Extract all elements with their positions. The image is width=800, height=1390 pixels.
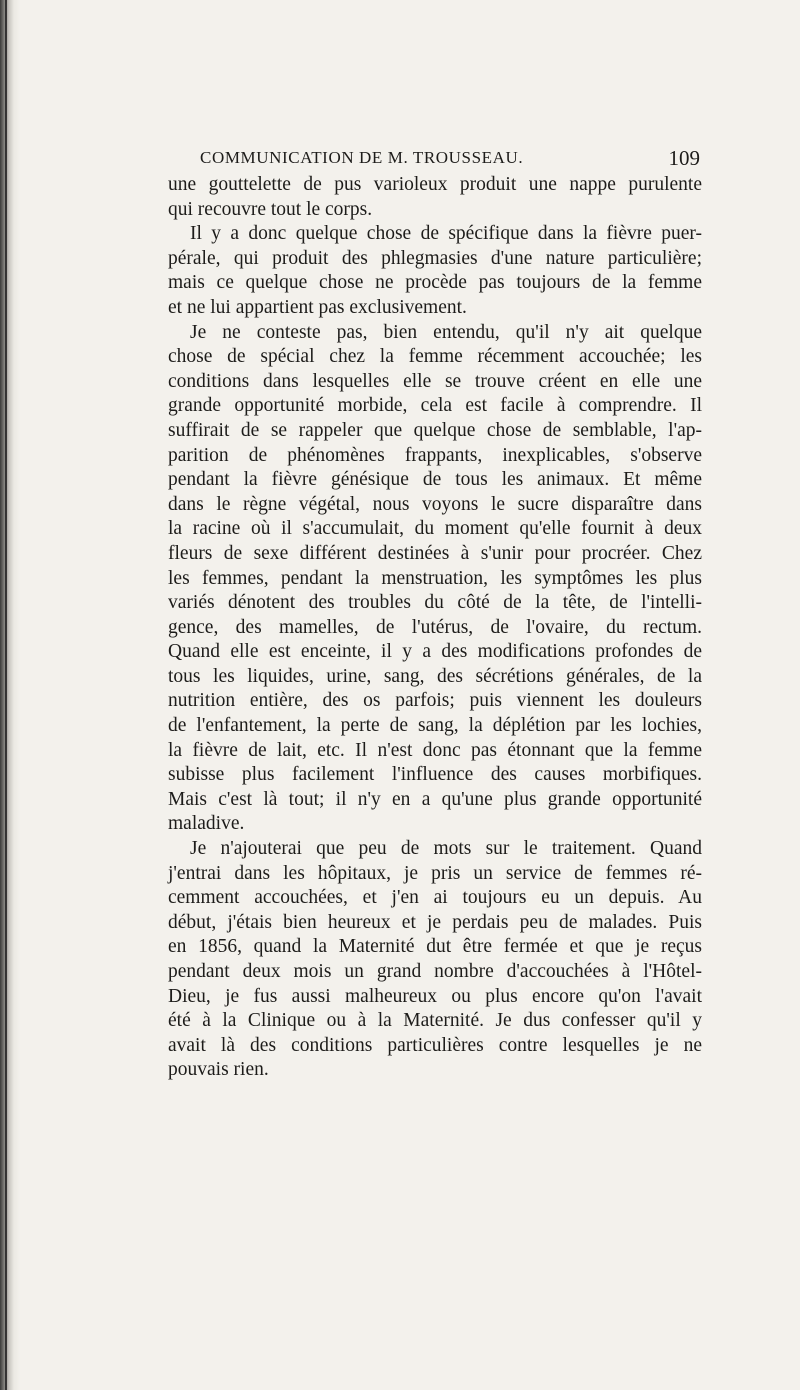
page-number: 109 — [668, 146, 700, 170]
text-line: j'entrai dans les hôpitaux, je pris un service de femmes ré- — [168, 862, 702, 884]
text-line: mais ce quelque chose ne procède pas toujours de la femme — [168, 272, 702, 294]
text-line: pendant la fièvre génésique de tous les animaux. Et même — [168, 469, 702, 491]
text-line: la racine où il s'accumulait, du moment qu'elle fournit à deux — [168, 518, 702, 540]
text-line: parition de phénomènes frappants, inexplicables, s'observe — [168, 444, 702, 466]
running-head — [200, 145, 700, 171]
text-line: nutrition entière, des os parfois; puis viennent les douleurs — [168, 690, 702, 712]
text-line: grande opportunité morbide, cela est facile à comprendre. Il — [168, 395, 702, 417]
text-line: Je ne conteste pas, bien entendu, qu'il n'y ait quelque — [190, 321, 702, 343]
text-line: début, j'étais bien heureux et je perdais peu de malades. Puis — [168, 911, 702, 933]
text-line: tous les liquides, urine, sang, des sécrétions générales, de la — [168, 665, 702, 687]
text-line: variés dénotent des troubles du côté de la tête, de l'intelli- — [168, 592, 702, 614]
text-line: pendant deux mois un grand nombre d'accouchées à l'Hôtel- — [168, 961, 702, 982]
text-line: Mais c'est là tout; il n'y en a qu'une plus grande opportunité — [168, 788, 702, 810]
text-line: en 1856, quand la Maternité dut être fermée et que je reçus — [168, 936, 702, 958]
text-line: pérale, qui produit des phlegmasies d'une nature particulière; — [168, 247, 702, 269]
text-line: fleurs de sexe différent destinées à s'unir pour procréer. Chez — [168, 542, 702, 564]
page-binding-shadow — [0, 0, 20, 1390]
text-line: chose de spécial chez la femme récemment accouchée; les — [168, 346, 702, 368]
running-title: COMMUNICATION DE M. TROUSSEAU. — [200, 148, 524, 167]
text-line: subisse plus facilement l'influence des causes morbifiques. — [168, 764, 702, 786]
text-line: qui recouvre tout le corps. — [168, 198, 373, 220]
page-binding-line — [5, 0, 7, 1390]
text-line: été à la Clinique ou à la Maternité. Je dus confesser qu'il y — [168, 1010, 702, 1032]
text-line: de l'enfantement, la perte de sang, la déplétion par les lochies, — [168, 715, 702, 737]
text-line: et ne lui appartient pas exclusivement. — [168, 296, 467, 318]
text-line: avait là des conditions particulières contre lesquelles je ne — [168, 1034, 702, 1056]
text-line: gence, des mamelles, de l'utérus, de l'ovaire, du rectum. — [168, 616, 702, 638]
text-line: suffirait de se rappeler que quelque chose de semblable, l'ap- — [168, 419, 702, 441]
text-line: les femmes, pendant la menstruation, les symptômes les plus — [168, 567, 702, 589]
text-line: la fièvre de lait, etc. Il n'est donc pas étonnant que la femme — [168, 739, 702, 761]
text-line: Quand elle est enceinte, il y a des modifications profondes de — [168, 641, 702, 663]
text-line: Je n'ajouterai que peu de mots sur le traitement. Quand — [190, 838, 702, 860]
text-line: conditions dans lesquelles elle se trouve créent en elle une — [168, 370, 702, 392]
text-line: dans le règne végétal, nous voyons le sucre disparaître dans — [168, 493, 702, 515]
text-line: maladive. — [168, 813, 245, 835]
text-line: cemment accouchées, et j'en ai toujours eu un depuis. Au — [168, 887, 702, 909]
text-line: une gouttelette de pus varioleux produit une nappe purulente — [168, 174, 702, 195]
text-line: pouvais rien. — [168, 1059, 269, 1081]
text-line: Il y a donc quelque chose de spécifique dans la fièvre puer- — [190, 223, 702, 245]
text-line: Dieu, je fus aussi malheureux ou plus encore qu'on l'avait — [168, 985, 702, 1007]
body-text — [168, 173, 702, 1083]
